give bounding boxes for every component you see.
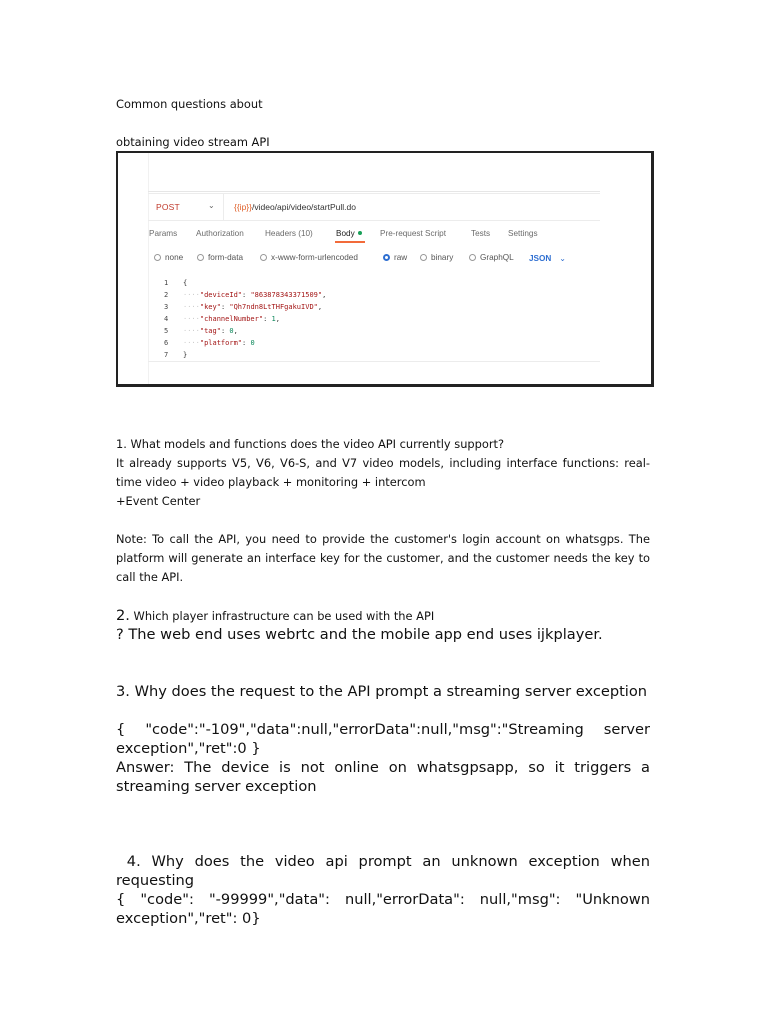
q2-question [116,606,650,626]
radio-selected-icon [383,254,390,261]
radio-binary-label: binary [431,253,454,262]
status-dot-icon [358,231,362,235]
code-value: 0 [229,327,234,335]
radio-binary [420,253,453,262]
code-key: "key" [199,303,221,311]
q3-question: 3. Why does the request to the API prompt a streaming server exception [116,683,648,700]
code-editor [148,277,600,362]
radio-raw [383,253,407,262]
code-value: 1 [271,315,276,323]
radio-raw-label: raw [394,253,408,262]
q1-answer-extra: +Event Center [116,494,201,508]
code-value: "Qh7ndn8LtTHFgakuIVD" [229,303,318,311]
tab-authorization: Authorization [196,229,244,238]
code-line-1: { [183,279,188,287]
q1-question: 1. What models and functions does the video API currently support? [116,437,505,451]
line-number: 6 [164,339,169,347]
line-number: 7 [164,351,169,359]
format-select [529,253,566,263]
code-line-4: ····"channelNumber": 1, [183,315,280,323]
request-bar [148,193,600,221]
url-variable: {{ip}} [234,202,252,212]
q4-response: { "code": "-99999","data": null,"errorData": null,"msg": "Unknown exception","ret": 0} [116,891,650,927]
radio-empty-icon [197,254,204,261]
radio-urlencoded-label: x-www-form-urlencoded [271,253,358,262]
code-line-2: ····"deviceId": "863878343371509", [183,291,327,299]
tab-settings: Settings [508,229,538,238]
tab-body-label: Body [336,229,355,238]
code-key: "tag" [199,327,221,335]
line-number: 5 [164,327,169,335]
tab-headers: Headers (10) [265,229,313,238]
q2-number: 2. [116,607,130,624]
top-divider [148,191,600,192]
tab-pre-request-script: Pre-request Script [380,229,446,238]
radio-graphql-label: GraphQL [480,253,514,262]
radio-urlencoded [260,253,358,262]
line-number: 3 [164,303,169,311]
radio-form-data-label: form-data [208,253,244,262]
code-line-3: ····"key": "Qh7ndn8LtTHFgakuIVD", [183,303,323,311]
url-path: /video/api/video/startPull.do [251,202,356,212]
line-number: 2 [164,291,169,299]
chevron-down-icon: ⌄ [559,254,567,263]
method-label: POST [156,202,180,212]
radio-empty-icon [260,254,267,261]
radio-graphql [469,253,514,262]
heading-line-1: Common questions about [116,97,263,111]
code-value: "863878343371509" [250,291,323,299]
line-gutter [148,277,186,361]
code-key: "channelNumber" [199,315,264,323]
code-line-6: ····"platform": 0 [183,339,255,347]
tab-tests: Tests [471,229,491,238]
q3-answer: Answer: The device is not online on whatsgpsapp, so it triggers a streaming server exception [116,759,650,795]
request-url [234,202,356,212]
code-line-5: ····"tag": 0, [183,327,238,335]
radio-empty-icon [469,254,476,261]
radio-none [154,253,183,262]
q4-question: 4. Why does the video api prompt an unknown exception when requesting [116,853,655,889]
tab-params: Params [149,229,178,238]
api-screenshot [116,151,654,387]
code-value: 0 [250,339,255,347]
line-number: 1 [164,279,169,287]
q2-question-text: Which player infrastructure can be used with the API [129,609,435,623]
radio-form-data [197,253,243,262]
tab-body-underline [335,241,365,243]
q2-answer: ? The web end uses webrtc and the mobile app end uses ijkplayer. [116,626,603,643]
q1-answer: It already supports V5, V6, V6-S, and V7 video models, including interface functions: real-time video + video playback + monitoring + intercom [116,456,650,489]
code-key: "deviceId" [199,291,243,299]
radio-empty-icon [420,254,427,261]
radio-none-label: none [165,253,184,262]
q3-response: { "code":"-109","data":null,"errorData":null,"msg":"Streaming server exception","ret":0 } [116,721,650,757]
method-select [148,194,224,220]
code-line-7: } [183,351,188,359]
format-label: JSON [529,253,552,263]
line-number: 4 [164,315,169,323]
api-note: Note: To call the API, you need to provide the customer's login account on whatsgps. The platform will generate an interface key for the customer, and the customer needs the key to call the API. [116,532,650,584]
chevron-down-icon: ⌄ [208,201,215,210]
tab-body [336,229,362,238]
heading-line-2: obtaining video stream API [116,135,270,149]
radio-empty-icon [154,254,161,261]
code-key: "platform" [199,339,243,347]
